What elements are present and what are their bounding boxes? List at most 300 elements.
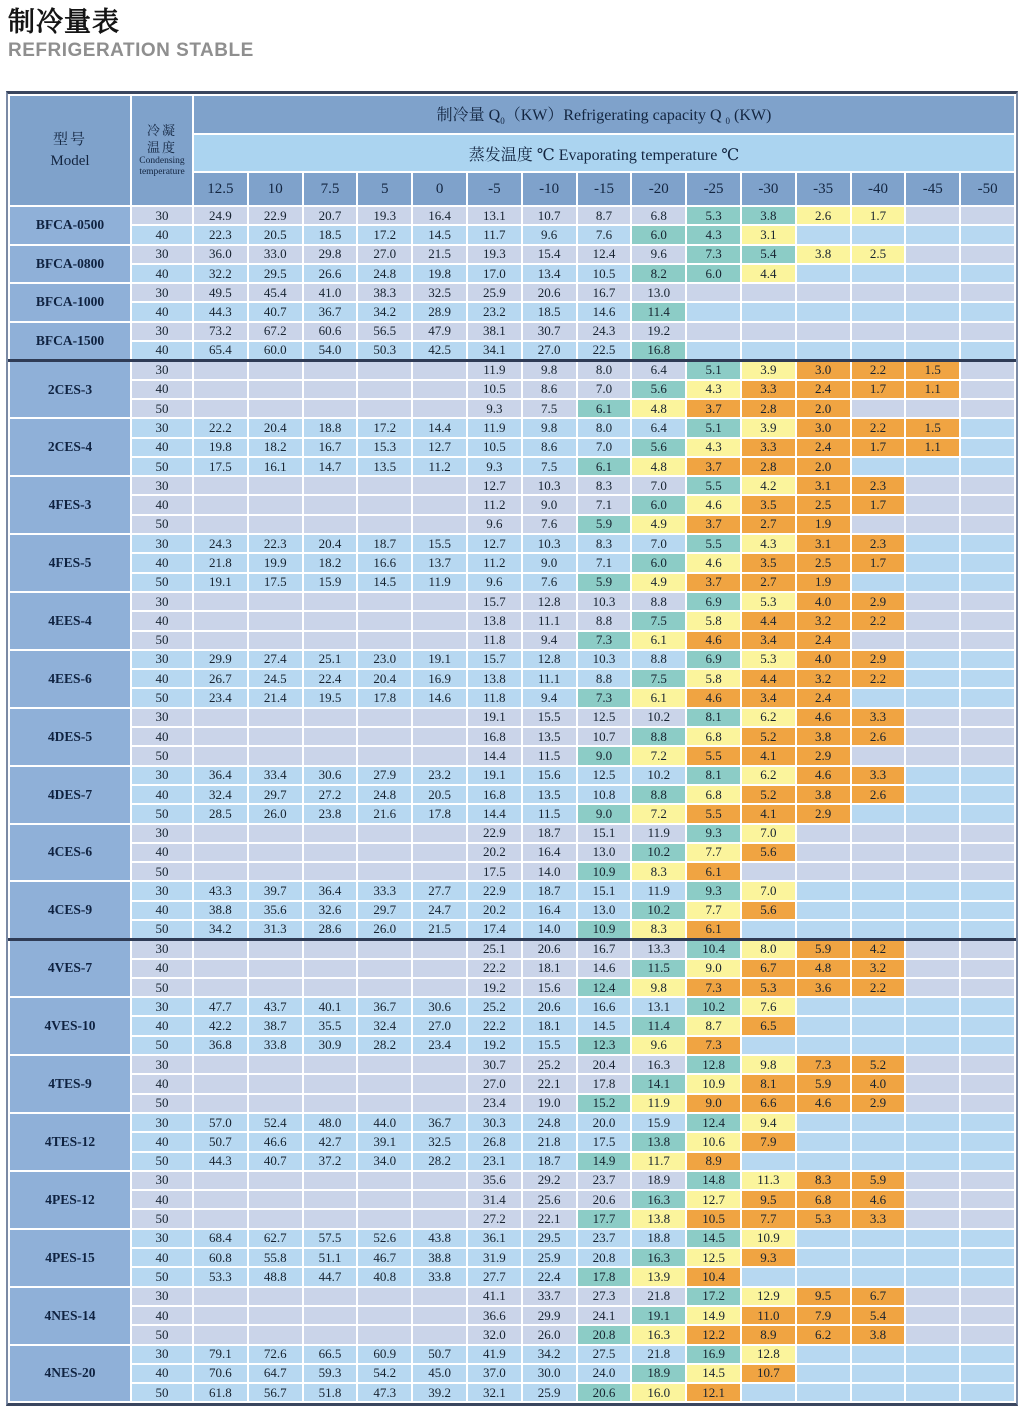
value-cell — [960, 1055, 1015, 1074]
value-cell — [960, 1364, 1015, 1383]
value-cell: 7.5 — [522, 399, 577, 418]
value-cell: 20.4 — [357, 669, 412, 688]
value-cell: 35.6 — [467, 1171, 522, 1190]
value-cell — [960, 1248, 1015, 1267]
table-row — [9, 1036, 1015, 1055]
model-cell: 4DES-5 — [9, 708, 131, 766]
value-cell — [905, 959, 960, 978]
value-cell: 39.7 — [248, 881, 303, 900]
value-cell: 5.5 — [686, 804, 741, 823]
condensing-temp-cell: 40 — [131, 225, 193, 244]
value-cell — [412, 1190, 467, 1209]
value-cell: 7.7 — [686, 843, 741, 862]
value-cell: 41.0 — [303, 283, 358, 302]
value-cell — [193, 959, 248, 978]
condensing-temp-cell: 30 — [131, 939, 193, 958]
model-cell: 4PES-12 — [9, 1171, 131, 1229]
value-cell — [905, 669, 960, 688]
value-cell — [412, 1209, 467, 1228]
condensing-temp-cell: 30 — [131, 1229, 193, 1248]
value-cell — [796, 302, 851, 321]
value-cell: 8.3 — [577, 476, 632, 495]
value-cell — [193, 843, 248, 862]
value-cell: 45.0 — [412, 1364, 467, 1383]
value-cell: 24.7 — [412, 901, 467, 920]
value-cell — [303, 360, 358, 379]
table-row — [9, 592, 1015, 611]
value-cell: 7.7 — [741, 1209, 796, 1228]
value-cell: 10.7 — [577, 727, 632, 746]
value-cell: 29.7 — [357, 901, 412, 920]
value-cell: 2.5 — [796, 553, 851, 572]
value-cell: 23.4 — [467, 1094, 522, 1113]
value-cell: 5.9 — [796, 1074, 851, 1093]
value-cell: 22.9 — [467, 824, 522, 843]
table-row — [9, 669, 1015, 688]
value-cell: 18.9 — [631, 1171, 686, 1190]
value-cell: 11.9 — [631, 824, 686, 843]
value-cell: 24.9 — [193, 206, 248, 225]
value-cell: 4.0 — [796, 650, 851, 669]
value-cell: 16.6 — [577, 997, 632, 1016]
value-cell — [960, 1152, 1015, 1171]
value-cell: 21.5 — [412, 920, 467, 939]
value-cell: 3.4 — [741, 688, 796, 707]
value-cell: 22.3 — [193, 225, 248, 244]
value-cell: 25.9 — [522, 1383, 577, 1402]
value-cell — [960, 457, 1015, 476]
table-row — [9, 959, 1015, 978]
value-cell — [796, 824, 851, 843]
value-cell: 30.6 — [303, 766, 358, 785]
value-cell: 11.3 — [741, 1171, 796, 1190]
value-cell: 54.2 — [357, 1364, 412, 1383]
value-cell: 3.1 — [741, 225, 796, 244]
value-cell: 10.5 — [686, 1209, 741, 1228]
value-cell: 3.2 — [796, 611, 851, 630]
value-cell — [303, 1287, 358, 1306]
value-cell: 21.8 — [193, 553, 248, 572]
value-cell — [412, 515, 467, 534]
value-cell — [248, 399, 303, 418]
value-cell — [905, 1345, 960, 1364]
value-cell: 20.4 — [248, 418, 303, 437]
value-cell: 9.5 — [796, 1287, 851, 1306]
value-cell — [412, 959, 467, 978]
value-cell — [960, 785, 1015, 804]
value-cell — [905, 843, 960, 862]
table-row — [9, 225, 1015, 244]
value-cell — [357, 476, 412, 495]
value-cell — [412, 708, 467, 727]
value-cell — [905, 804, 960, 823]
value-cell: 4.8 — [796, 959, 851, 978]
value-cell: 8.3 — [631, 920, 686, 939]
value-cell: 33.7 — [522, 1287, 577, 1306]
value-cell: 40.1 — [303, 997, 358, 1016]
value-cell: 24.8 — [522, 1113, 577, 1132]
value-cell: 14.0 — [522, 920, 577, 939]
value-cell: 48.8 — [248, 1267, 303, 1286]
value-cell: 19.2 — [631, 322, 686, 341]
value-cell: 11.2 — [467, 495, 522, 514]
value-cell — [851, 920, 906, 939]
value-cell: 9.3 — [467, 457, 522, 476]
value-cell: 3.6 — [796, 978, 851, 997]
value-cell — [357, 380, 412, 399]
value-cell — [851, 824, 906, 843]
value-cell — [303, 978, 358, 997]
value-cell — [303, 611, 358, 630]
value-cell — [905, 1248, 960, 1267]
value-cell: 68.4 — [193, 1229, 248, 1248]
value-cell — [960, 650, 1015, 669]
value-cell: 11.2 — [412, 457, 467, 476]
table-row — [9, 380, 1015, 399]
value-cell: 9.3 — [686, 881, 741, 900]
value-cell — [412, 399, 467, 418]
value-cell — [905, 785, 960, 804]
value-cell: 42.2 — [193, 1016, 248, 1035]
value-cell: 16.3 — [631, 1055, 686, 1074]
value-cell: 15.5 — [522, 1036, 577, 1055]
value-cell: 13.5 — [357, 457, 412, 476]
value-cell: 4.6 — [686, 495, 741, 514]
value-cell: 25.6 — [522, 1190, 577, 1209]
value-cell — [248, 959, 303, 978]
value-cell: 18.5 — [303, 225, 358, 244]
value-cell: 10.9 — [577, 920, 632, 939]
value-cell: 17.7 — [577, 1209, 632, 1228]
value-cell — [248, 611, 303, 630]
value-cell: 10.8 — [577, 785, 632, 804]
value-cell — [960, 997, 1015, 1016]
temp-col-header: -30 — [741, 172, 796, 206]
value-cell: 19.1 — [631, 1306, 686, 1325]
value-cell — [851, 1248, 906, 1267]
condensing-temp-cell: 30 — [131, 592, 193, 611]
table-row — [9, 1248, 1015, 1267]
value-cell — [412, 843, 467, 862]
value-cell: 14.6 — [412, 688, 467, 707]
value-cell — [905, 592, 960, 611]
value-cell: 9.0 — [522, 495, 577, 514]
value-cell — [960, 1325, 1015, 1344]
value-cell: 8.9 — [741, 1325, 796, 1344]
value-cell: 14.4 — [467, 804, 522, 823]
value-cell: 26.6 — [303, 264, 358, 283]
value-cell — [796, 1152, 851, 1171]
value-cell — [303, 1209, 358, 1228]
value-cell: 11.8 — [467, 688, 522, 707]
value-cell: 19.9 — [248, 553, 303, 572]
value-cell: 23.2 — [412, 766, 467, 785]
value-cell: 50.3 — [357, 341, 412, 360]
value-cell: 21.8 — [631, 1287, 686, 1306]
table-row — [9, 881, 1015, 900]
table-row — [9, 206, 1015, 225]
condensing-temp-cell: 50 — [131, 1209, 193, 1228]
value-cell — [960, 283, 1015, 302]
value-cell — [905, 611, 960, 630]
condensing-column-header — [131, 95, 193, 206]
value-cell: 22.2 — [467, 959, 522, 978]
value-cell — [796, 901, 851, 920]
value-cell — [960, 727, 1015, 746]
value-cell: 18.2 — [303, 553, 358, 572]
value-cell — [193, 1171, 248, 1190]
value-cell: 13.0 — [631, 283, 686, 302]
model-cell: 4CES-6 — [9, 824, 131, 882]
value-cell: 5.6 — [741, 843, 796, 862]
value-cell: 60.8 — [193, 1248, 248, 1267]
condensing-temp-cell: 30 — [131, 418, 193, 437]
value-cell — [193, 978, 248, 997]
value-cell — [248, 843, 303, 862]
value-cell — [960, 1267, 1015, 1286]
value-cell — [412, 1306, 467, 1325]
value-cell — [303, 631, 358, 650]
value-cell: 65.4 — [193, 341, 248, 360]
value-cell — [193, 1287, 248, 1306]
value-cell: 10.3 — [522, 534, 577, 553]
value-cell: 6.2 — [741, 766, 796, 785]
value-cell — [905, 997, 960, 1016]
condensing-temp-cell: 40 — [131, 495, 193, 514]
value-cell — [960, 746, 1015, 765]
value-cell: 12.5 — [577, 766, 632, 785]
value-cell — [960, 515, 1015, 534]
value-cell: 17.2 — [686, 1287, 741, 1306]
value-cell: 12.1 — [686, 1383, 741, 1402]
value-cell: 25.9 — [467, 283, 522, 302]
value-cell: 15.3 — [357, 438, 412, 457]
value-cell — [905, 901, 960, 920]
value-cell — [303, 380, 358, 399]
condensing-temp-cell: 50 — [131, 688, 193, 707]
value-cell: 16.6 — [357, 553, 412, 572]
temp-col-header: -40 — [851, 172, 906, 206]
condensing-temp-cell: 40 — [131, 1132, 193, 1151]
value-cell: 59.3 — [303, 1364, 358, 1383]
value-cell: 43.7 — [248, 997, 303, 1016]
value-cell: 1.5 — [905, 418, 960, 437]
value-cell — [357, 939, 412, 958]
value-cell: 10.9 — [577, 862, 632, 881]
value-cell: 3.3 — [741, 380, 796, 399]
value-cell: 34.1 — [467, 341, 522, 360]
value-cell: 33.3 — [357, 881, 412, 900]
value-cell: 5.3 — [741, 592, 796, 611]
condensing-temp-cell: 30 — [131, 1113, 193, 1132]
table-row — [9, 1152, 1015, 1171]
value-cell: 4.8 — [631, 399, 686, 418]
value-cell: 22.3 — [248, 534, 303, 553]
value-cell: 2.6 — [851, 727, 906, 746]
value-cell: 10.2 — [631, 843, 686, 862]
value-cell — [193, 399, 248, 418]
value-cell: 7.5 — [522, 457, 577, 476]
table-row — [9, 862, 1015, 881]
value-cell: 18.5 — [522, 302, 577, 321]
value-cell — [851, 1364, 906, 1383]
condensing-temp-cell: 50 — [131, 920, 193, 939]
value-cell — [796, 1132, 851, 1151]
value-cell — [248, 476, 303, 495]
value-cell: 14.9 — [577, 1152, 632, 1171]
value-cell: 23.2 — [467, 302, 522, 321]
condensing-temp-cell: 30 — [131, 245, 193, 264]
value-cell — [851, 573, 906, 592]
table-row — [9, 901, 1015, 920]
value-cell: 44.3 — [193, 1152, 248, 1171]
value-cell: 32.4 — [357, 1016, 412, 1035]
value-cell: 3.8 — [741, 206, 796, 225]
value-cell: 32.2 — [193, 264, 248, 283]
value-cell — [960, 1074, 1015, 1093]
model-cell: 4DES-7 — [9, 766, 131, 824]
value-cell — [303, 399, 358, 418]
value-cell — [357, 1287, 412, 1306]
value-cell: 11.5 — [631, 959, 686, 978]
value-cell: 10.4 — [686, 939, 741, 958]
value-cell: 7.5 — [631, 669, 686, 688]
value-cell: 9.8 — [631, 978, 686, 997]
value-cell: 8.3 — [796, 1171, 851, 1190]
value-cell — [851, 901, 906, 920]
value-cell: 24.1 — [577, 1306, 632, 1325]
value-cell: 7.5 — [631, 611, 686, 630]
value-cell — [741, 1036, 796, 1055]
value-cell: 2.6 — [851, 785, 906, 804]
value-cell — [412, 360, 467, 379]
value-cell: 2.4 — [796, 688, 851, 707]
value-cell: 17.8 — [577, 1074, 632, 1093]
value-cell — [796, 1113, 851, 1132]
value-cell: 52.6 — [357, 1229, 412, 1248]
value-cell: 24.0 — [577, 1364, 632, 1383]
value-cell — [960, 1113, 1015, 1132]
value-cell — [905, 553, 960, 572]
value-cell: 16.8 — [467, 727, 522, 746]
value-cell: 18.8 — [631, 1229, 686, 1248]
value-cell: 13.8 — [631, 1132, 686, 1151]
model-cell: 4FES-3 — [9, 476, 131, 534]
value-cell: 12.7 — [467, 476, 522, 495]
value-cell: 7.3 — [796, 1055, 851, 1074]
value-cell: 1.1 — [905, 438, 960, 457]
value-cell — [248, 1190, 303, 1209]
value-cell: 9.6 — [467, 573, 522, 592]
value-cell: 5.5 — [686, 476, 741, 495]
value-cell: 5.4 — [741, 245, 796, 264]
value-cell — [357, 959, 412, 978]
value-cell: 26.8 — [467, 1132, 522, 1151]
value-cell — [357, 360, 412, 379]
value-cell: 16.8 — [631, 341, 686, 360]
refrigeration-capacity-table-wrapper — [6, 91, 1018, 1406]
value-cell — [357, 843, 412, 862]
value-cell: 3.3 — [851, 1209, 906, 1228]
value-cell: 67.2 — [248, 322, 303, 341]
value-cell — [357, 399, 412, 418]
condensing-temp-cell: 30 — [131, 881, 193, 900]
condensing-temp-cell: 40 — [131, 341, 193, 360]
value-cell: 8.6 — [522, 380, 577, 399]
value-cell: 11.1 — [522, 611, 577, 630]
value-cell: 23.4 — [412, 1036, 467, 1055]
value-cell — [412, 495, 467, 514]
value-cell: 11.5 — [522, 746, 577, 765]
value-cell: 3.1 — [796, 476, 851, 495]
value-cell: 11.9 — [631, 881, 686, 900]
value-cell: 4.3 — [741, 534, 796, 553]
value-cell — [412, 746, 467, 765]
table-header — [9, 95, 1015, 206]
value-cell — [741, 283, 796, 302]
value-cell — [905, 302, 960, 321]
value-cell: 4.2 — [851, 939, 906, 958]
value-cell: 44.3 — [193, 302, 248, 321]
value-cell: 49.5 — [193, 283, 248, 302]
value-cell — [905, 476, 960, 495]
value-cell: 2.9 — [851, 1094, 906, 1113]
value-cell: 5.2 — [741, 727, 796, 746]
value-cell: 6.4 — [631, 418, 686, 437]
value-cell: 36.7 — [412, 1113, 467, 1132]
value-cell — [960, 592, 1015, 611]
table-row — [9, 264, 1015, 283]
model-cell: 4NES-20 — [9, 1345, 131, 1403]
value-cell: 1.9 — [796, 573, 851, 592]
condensing-temp-cell: 40 — [131, 438, 193, 457]
value-cell — [960, 1171, 1015, 1190]
value-cell — [960, 1287, 1015, 1306]
capacity-header: 制冷量 $Q_0(KW)Refrigerating$ capacity Q $_0$ (KW) — [193, 95, 1015, 134]
value-cell: 4.0 — [796, 592, 851, 611]
value-cell: 23.7 — [577, 1229, 632, 1248]
model-cell: BFCA-1500 — [9, 322, 131, 361]
value-cell: 30.9 — [303, 1036, 358, 1055]
value-cell: 43.8 — [412, 1229, 467, 1248]
value-cell: 5.6 — [631, 438, 686, 457]
model-cell: 4FES-5 — [9, 534, 131, 592]
value-cell — [851, 1152, 906, 1171]
value-cell — [851, 843, 906, 862]
value-cell: 20.5 — [412, 785, 467, 804]
value-cell: 4.6 — [686, 688, 741, 707]
value-cell — [357, 1306, 412, 1325]
value-cell: 57.5 — [303, 1229, 358, 1248]
value-cell: 10.9 — [741, 1229, 796, 1248]
model-cell: 4CES-9 — [9, 881, 131, 939]
value-cell: 62.7 — [248, 1229, 303, 1248]
value-cell — [960, 611, 1015, 630]
value-cell: 22.4 — [303, 669, 358, 688]
value-cell: 29.7 — [248, 785, 303, 804]
value-cell: 42.5 — [412, 341, 467, 360]
value-cell: 8.0 — [577, 360, 632, 379]
value-cell — [905, 862, 960, 881]
value-cell: 3.0 — [796, 360, 851, 379]
condensing-temp-cell: 30 — [131, 1171, 193, 1190]
value-cell — [303, 824, 358, 843]
value-cell: 41.9 — [467, 1345, 522, 1364]
value-cell — [905, 534, 960, 553]
value-cell: 27.3 — [577, 1287, 632, 1306]
value-cell: 15.9 — [303, 573, 358, 592]
value-cell — [741, 1383, 796, 1402]
